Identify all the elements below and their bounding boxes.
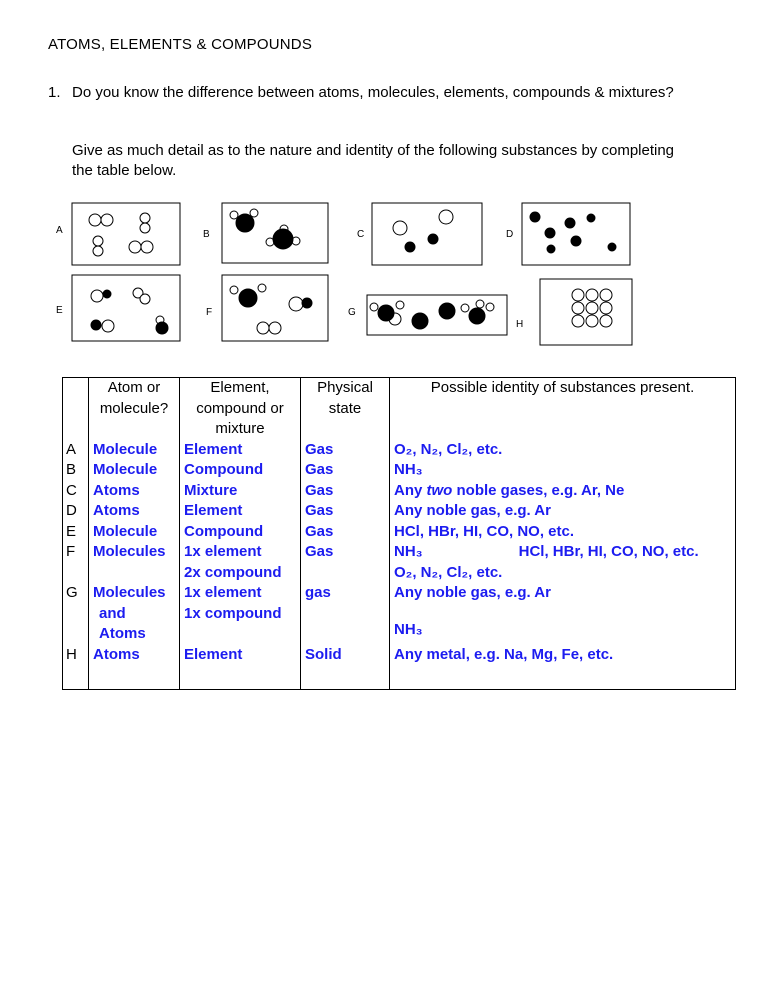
label-b: B [203,229,210,240]
table-header-row [63,378,736,440]
label-a: A [56,225,63,236]
label-c: C [357,229,365,240]
table-row: H Atoms Element Solid Any metal, e.g. Na, Mg, Fe, etc. [63,645,736,690]
question-1 [48,83,688,103]
header-physical-state: Physical state [301,378,390,440]
page-title: ATOMS, ELEMENTS & COMPOUNDS [48,36,313,53]
table-row: D Atoms Element Gas Any noble gas, e.g. Ar [63,501,736,522]
question-number: 1. [48,84,61,101]
box-d [522,203,630,265]
question-text: Do you know the difference between atoms, molecules, elements, compounds & mixtures? [72,84,674,101]
header-element-compound: Element, compound or mixture [180,378,301,440]
label-f: F [206,307,213,318]
table-row: G Molecules and Atoms 1x element 1x compound gas Any noble gas, e.g. Ar NH₃ [63,583,736,645]
header-identity: Possible identity of substances present. [390,378,736,440]
label-d: D [506,229,514,240]
identity-cell: Any two noble gases, e.g. Ar, Ne [390,481,736,502]
particle-diagrams [0,195,768,350]
box-a [72,203,180,265]
table-row: C Atoms Mixture Gas Any two noble gases, e.g. Ar, Ne [63,481,736,502]
table-row: B Molecule Compound Gas NH₃ [63,460,736,481]
table-row: E Molecule Compound Gas HCl, HBr, HI, CO, NO, etc. [63,522,736,543]
label-h: H [516,319,524,330]
instruction-text: Give as much detail as to the nature and identity of the following substances by completing the table below. [72,142,675,179]
table-row: A Molecule Element Gas O₂, N₂, Cl₂, etc. [63,440,736,461]
answer-table [62,377,736,690]
label-g: G [348,307,356,318]
box-c [372,203,482,265]
header-atom-or-molecule: Atom or molecule? [89,378,180,440]
table-row: F Molecules 1x element 2x compound Gas NH₃ HCl, HBr, HI, CO, NO, etc. O₂, N₂, Cl₂, etc. [63,542,736,583]
box-h [540,279,632,345]
label-e: E [56,305,63,316]
